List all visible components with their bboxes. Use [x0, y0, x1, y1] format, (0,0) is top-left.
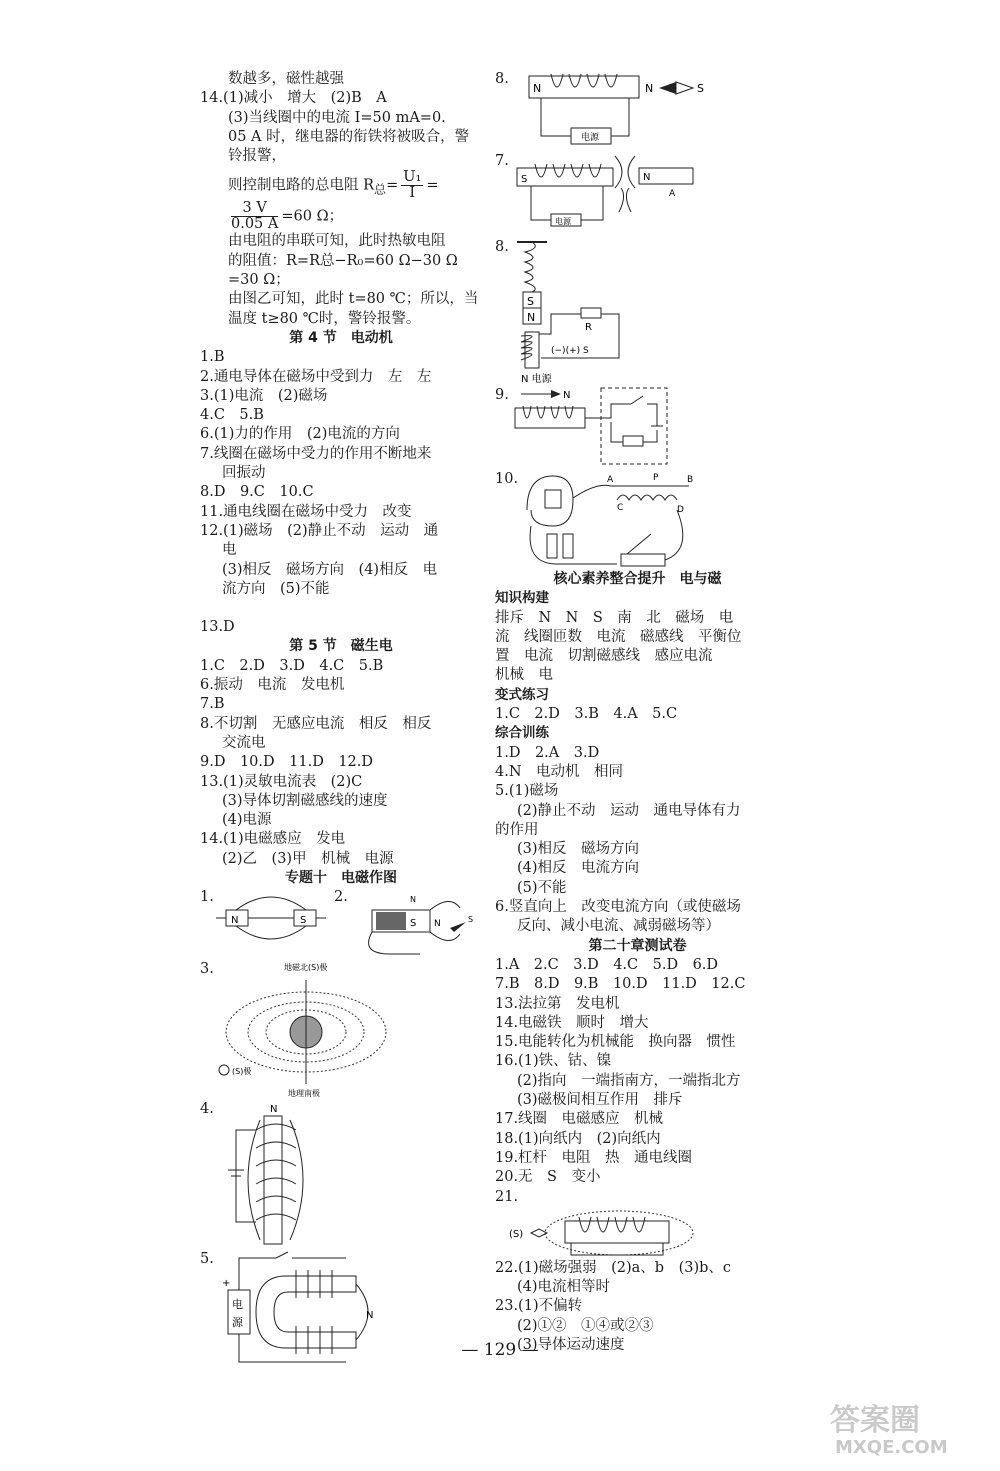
answer-line: 13.(1)灵敏电流表 (2)C: [200, 773, 363, 790]
answer-line: 6.振动 电流 发电机: [200, 677, 345, 694]
right-column: [495, 70, 780, 1355]
answer-line: 22.(1)磁场强弱 (2)a、b (3)b、c: [495, 1259, 732, 1276]
north-label: N: [434, 919, 441, 930]
north-label: N: [563, 390, 571, 401]
answer-line: 20.无 S 变小: [495, 1169, 601, 1186]
figure-1-diagram: [216, 888, 326, 948]
figure-number: 5.: [200, 1251, 214, 1268]
answer-line: 19.杠杆 电阻 热 通电线圈: [495, 1149, 693, 1166]
figure-row-8b: [495, 238, 780, 386]
text-line: 的阻值：R=R总−R₀=60 Ω−30 Ω: [228, 252, 458, 269]
page-number: — 129 —: [461, 1340, 539, 1360]
answer-line: 电: [222, 542, 237, 559]
fraction: [231, 201, 278, 232]
answer-line: (2)静止不动 运动 通电导体有力: [517, 802, 741, 819]
answer-line: (3)相反 磁场方向: [517, 841, 640, 858]
figure-21-solenoid: [509, 1207, 709, 1259]
text: =: [386, 177, 399, 194]
north-label: N: [533, 82, 542, 95]
text: 则控制电路的总电阻 R: [228, 177, 375, 194]
answer-line: 6.(1)力的作用 (2)电流的方向: [200, 426, 400, 443]
figure-7-solenoid: [511, 152, 711, 238]
text: =: [426, 177, 439, 194]
answer-line: 13.法拉第 发电机: [495, 995, 620, 1012]
subheading: 知识构建: [495, 590, 549, 607]
south-label: S: [521, 174, 528, 185]
answer-line: 置 电流 切割磁感线 感应电流: [495, 648, 713, 665]
figure-row-4: [200, 1100, 482, 1250]
point-label: C: [617, 503, 624, 513]
answer-line: (3)相反 磁场方向 (4)相反 电: [222, 561, 438, 578]
section-heading: 第 4 节 电动机: [289, 329, 393, 346]
section-heading: 第 5 节 磁生电: [289, 638, 393, 655]
section-heading: 专题十 电磁作图: [285, 869, 397, 886]
answer-line: (3)磁极间相互作用 排斥: [517, 1092, 683, 1109]
answer-line: 13.D: [200, 619, 235, 636]
figure-row-8a: [495, 70, 780, 152]
pole-label: (S)极: [232, 1067, 252, 1077]
subheading: 变式练习: [495, 686, 549, 703]
answer-line: 7.B: [200, 696, 225, 713]
watermark-logo: 答案圈: [830, 1403, 920, 1438]
north-label: N: [366, 1310, 374, 1322]
pole-label: (S): [509, 1228, 524, 1240]
answer-line: 6.竖直向上 改变电流方向（或使磁场: [495, 899, 741, 916]
text-line: 由电阻的串联可知，此时热敏电阻: [228, 233, 446, 250]
text-line: 05 A 时，继电器的衔铁将被吸合，警: [228, 128, 470, 145]
left-column: [200, 70, 482, 1370]
needle-south-label: S: [697, 82, 704, 95]
figure-number: 7.: [495, 153, 509, 169]
watermark-url: MXQE.COM: [835, 1437, 948, 1458]
answer-line: (4)电源: [222, 812, 272, 829]
bottom-label: 地理南极: [288, 1089, 320, 1099]
power-label: 电源: [581, 133, 600, 143]
text-line: 温度 t≥80 ℃时，警铃报警。: [228, 310, 421, 327]
answer-14: 14.(1)减小 增大 (2)B A: [200, 90, 387, 107]
answer-line: 4.C 5.B: [200, 407, 264, 424]
resistor-label: R: [585, 322, 592, 333]
answer-line: 1.C 2.D 3.D 4.C 5.B: [200, 657, 384, 674]
figure-number: 8.: [495, 71, 509, 87]
answer-line: (4)相反 电流方向: [517, 860, 640, 877]
south-label: S: [527, 295, 534, 308]
answer-line: 21.: [495, 1188, 519, 1205]
formula-line: [200, 170, 482, 201]
formula-line: [200, 201, 482, 232]
north-label: N: [270, 1104, 278, 1116]
figure-10-circuit: [517, 470, 697, 570]
needle-south-label: S: [468, 915, 474, 925]
figure-row-3: [200, 960, 482, 1100]
answer-line: 交流电: [222, 734, 266, 751]
figure-2-diagram: [350, 888, 480, 958]
answer-line: (3)导体运动速度: [517, 1336, 625, 1353]
answer-line: (3)导体切割磁感线的速度: [222, 792, 388, 809]
denominator: 0.05 A: [231, 216, 279, 233]
south-label: S: [300, 915, 307, 927]
answer-line: 流 线圈匝数 电流 磁感线 平衡位: [495, 628, 742, 645]
section-heading: 核心素养整合提升 电与磁: [553, 571, 722, 587]
power-label: 电源: [555, 217, 571, 226]
needle-north-label: N: [645, 82, 654, 95]
answer-line: 7.B 8.D 9.B 10.D 11.D 12.C: [495, 976, 746, 993]
needle-north-label: N: [410, 895, 416, 905]
figure-9-circuit: [511, 386, 681, 468]
figure-number: 8.: [495, 239, 509, 255]
answer-line: 1.D 2.A 3.D: [495, 744, 600, 761]
power-label: 源: [232, 1316, 243, 1330]
figure-number: 3.: [200, 961, 214, 978]
answer-line: 9.D 10.D 11.D 12.D: [200, 754, 374, 771]
answer-line: 14.(1)电磁感应 发电: [200, 831, 346, 848]
north-label: N: [231, 915, 239, 927]
answer-line: 18.(1)向纸内 (2)向纸内: [495, 1130, 661, 1147]
figure-row-1-2: [200, 888, 482, 960]
figure-number: 4.: [200, 1101, 214, 1118]
answer-line: 15.电能转化为机械能 换向器 惯性: [495, 1034, 736, 1051]
answer-line: 23.(1)不偏转: [495, 1298, 583, 1315]
figure-8b-spring-magnet: [511, 238, 711, 386]
text-line: 铃报警，: [228, 148, 286, 165]
figure-number: 2.: [334, 889, 348, 906]
answer-line: 机械 电: [495, 667, 553, 684]
answer-line: (4)电流相等时: [517, 1279, 611, 1296]
answer-line: 11.通电线圈在磁场中受力 改变: [200, 503, 412, 520]
top-label: 地磁北(S)极: [284, 963, 328, 973]
figure-8a-solenoid: [511, 70, 711, 150]
answer-line: 16.(1)铁、钴、镍: [495, 1053, 612, 1070]
answer-line: 7.线圈在磁场中受力的作用不断地来: [200, 445, 432, 462]
figure-4-solenoid: [216, 1100, 326, 1250]
figure-3-earth-magnetic-field: [216, 960, 416, 1100]
figure-row-10: [495, 470, 780, 570]
answer-line: 8.不切割 无感应电流 相反 相反: [200, 715, 432, 732]
section-heading: 第二十章测试卷: [588, 937, 687, 954]
answer-line: 3.(1)电流 (2)磁场: [200, 387, 328, 404]
north-label: N: [643, 172, 651, 183]
north-label: N: [527, 311, 536, 324]
point-label: P: [653, 473, 659, 483]
figure-number: 1.: [200, 889, 214, 906]
figure-number: 10.: [495, 471, 519, 487]
answer-line: 4.N 电动机 相同: [495, 763, 624, 780]
answer-line: (2)乙 (3)甲 机械 电源: [222, 850, 394, 867]
fraction: [401, 170, 423, 201]
figure-row-9: [495, 386, 780, 470]
text-line: =30 Ω；: [228, 272, 290, 289]
answer-line: 2.通电导体在磁场中受到力 左 左: [200, 368, 432, 385]
denominator: I: [409, 185, 416, 202]
answer-line: 5.(1)磁场: [495, 783, 559, 800]
answer-line: 1.C 2.D 3.B 4.A 5.C: [495, 706, 678, 723]
answer-line: (2)①② ①④或②③: [517, 1317, 654, 1334]
text: =60 Ω；: [281, 208, 344, 225]
subscript: 总: [374, 182, 387, 197]
answer-line: 回振动: [222, 465, 266, 482]
answer-line: 流方向 (5)不能: [222, 580, 330, 597]
plus-label: +: [222, 1278, 231, 1290]
answer-line: 8.D 9.C 10.C: [200, 484, 314, 501]
figure-row-21: [495, 1207, 780, 1259]
answer-line: (5)不能: [517, 879, 567, 896]
answer-line: (2)指向 一端指南方，一端指北方: [517, 1072, 741, 1089]
point-label: A: [607, 475, 614, 485]
power-label: 电: [232, 1298, 243, 1312]
text-line: 由图乙可知，此时 t=80 ℃；所以，当: [228, 291, 479, 308]
point-label: A: [669, 189, 676, 199]
answer-line: 1.A 2.C 3.D 4.C 5.D 6.D: [495, 956, 719, 973]
answer-line: 14.电磁铁 顺时 增大: [495, 1014, 649, 1031]
answer-line: 1.B: [200, 349, 225, 366]
figure-row-7: [495, 152, 780, 238]
point-label: B: [687, 475, 694, 485]
answer-line: 17.线圈 电磁感应 机械: [495, 1111, 664, 1128]
numerator: U₁: [403, 169, 422, 186]
south-label: S: [410, 918, 417, 930]
point-label: D: [677, 505, 684, 515]
subheading: 综合训练: [495, 725, 549, 742]
figure-number: 9.: [495, 387, 509, 403]
bottom-label: N 电源: [521, 374, 552, 385]
switch-label: (−)(+) S: [551, 346, 589, 356]
answer-line: 12.(1)磁场 (2)静止不动 运动 通: [200, 522, 439, 539]
answer-line: 排斥 N N S 南 北 磁场 电: [495, 609, 734, 626]
numerator: 3 V: [231, 201, 278, 217]
answer-line: 反向、减小电流、减弱磁场等）: [517, 918, 720, 935]
text-line: 数越多，磁性越强: [228, 71, 344, 87]
answer-line: 的作用: [495, 821, 539, 838]
text-line: (3)当线圈中的电流 I=50 mA=0.: [228, 109, 446, 126]
